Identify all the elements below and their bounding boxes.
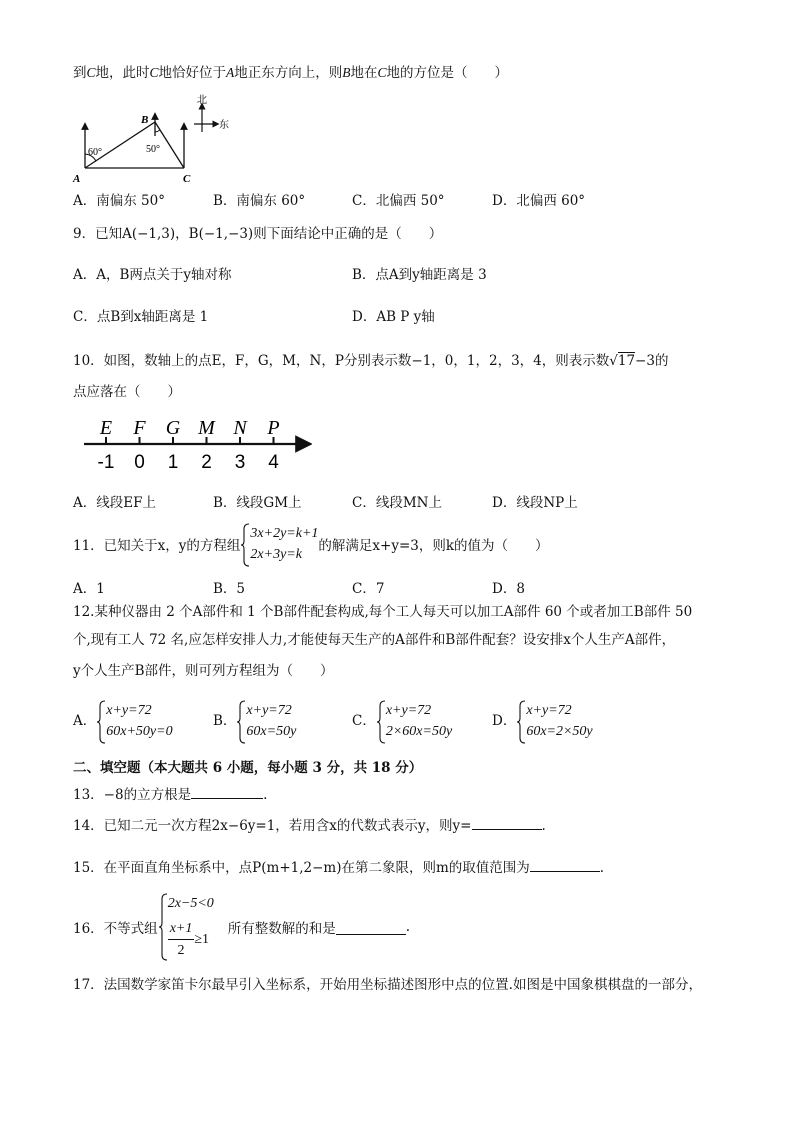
q12-option-c-system bbox=[376, 700, 452, 742]
q16-frac-den: 2 bbox=[177, 943, 185, 958]
q12-option-d-eq2: 60x=2×50y bbox=[526, 724, 593, 739]
q16-frac-num: x+1 bbox=[168, 918, 195, 940]
q8-option-d[interactable]: D．北偏西 60° bbox=[492, 193, 586, 209]
q11-equation-system bbox=[240, 523, 318, 565]
q16-answer-blank[interactable] bbox=[336, 920, 406, 935]
q8-text-1: 到 bbox=[73, 65, 87, 81]
q12-stem-line2: 个,现有工人 72 名,应怎样安排人力,才能使每天生产的A部件和B部件配套？设安排x个人生产A部件， bbox=[73, 632, 676, 648]
q12-option-b-system bbox=[236, 700, 296, 742]
q8-var-c3: C bbox=[377, 65, 387, 80]
number-line-value-label: 2 bbox=[201, 452, 212, 473]
point-c-label: C bbox=[183, 173, 191, 185]
q12-option-c-brace bbox=[376, 700, 386, 744]
q12-option-b-label: B． bbox=[213, 713, 237, 729]
q10-option-b[interactable]: B．线段GM上 bbox=[213, 495, 302, 511]
q13-stem: 13．−8的立方根是 bbox=[73, 787, 192, 803]
q8-var-a: A bbox=[226, 65, 235, 80]
q12-option-c-label: C． bbox=[352, 713, 376, 729]
q12-option-c-eq1: x+y=72 bbox=[385, 703, 432, 718]
q9-option-a[interactable]: A．A，B两点关于y轴对称 bbox=[73, 267, 232, 283]
number-line-value-label: 3 bbox=[234, 452, 246, 473]
q10-stem-text: 10．如图，数轴上的点E，F，G，M，N，P分别表示数−1，0，1，2，3，4，则表示数 bbox=[73, 353, 610, 369]
q8-text-5: 地在 bbox=[350, 65, 378, 81]
q13 bbox=[73, 784, 267, 805]
q16-fraction bbox=[168, 918, 195, 961]
compass-north-label: 北 bbox=[197, 95, 207, 106]
q12-option-c[interactable] bbox=[352, 700, 452, 742]
q12-stem-line1: 12.某种仪器由 2 个A部件和 1 个B部件配套构成,每个工人每天可以加工A部件 60 个或者加工B部件 50 bbox=[73, 604, 693, 620]
angle-a-label: 60° bbox=[88, 147, 102, 158]
q8-text-2: 地，此时 bbox=[95, 65, 150, 81]
q11-stem-pre: 11．已知关于x，y的方程组 bbox=[73, 538, 241, 554]
q10-option-c[interactable]: C．线段MN上 bbox=[352, 495, 442, 511]
q8-var-c: C bbox=[86, 65, 96, 80]
q16 bbox=[73, 893, 410, 961]
q8-text-6: 地的方位是（ ） bbox=[386, 65, 509, 81]
section-2-title: 二、填空题（本大题共 6 小题，每小题 3 分，共 18 分） bbox=[73, 760, 423, 776]
q11-brace bbox=[240, 523, 250, 567]
number-line-point-label: F bbox=[133, 417, 146, 439]
sqrt-radicand: 17 bbox=[617, 353, 636, 369]
q8-stem bbox=[73, 63, 508, 83]
q11-eq1: 3x+2y=k+1 bbox=[250, 526, 319, 541]
q16-brace bbox=[158, 893, 168, 961]
q12-option-a-eq2: 60x+50y=0 bbox=[106, 724, 173, 739]
q10-option-d[interactable]: D．线段NP上 bbox=[492, 495, 578, 511]
q8-option-a[interactable]: A．南偏东 50° bbox=[73, 193, 165, 209]
q8-option-b[interactable]: B．南偏东 60° bbox=[213, 193, 306, 209]
q9-option-b[interactable]: B．点A到y轴距离是 3 bbox=[352, 267, 487, 283]
q10-stem-line2: 点应落在（ ） bbox=[73, 384, 181, 400]
number-line-point-label: G bbox=[165, 417, 181, 439]
q12-option-b-eq1: x+y=72 bbox=[246, 703, 292, 718]
q11-stem bbox=[73, 523, 549, 565]
q14 bbox=[73, 815, 546, 836]
q12-option-d-eq1: x+y=72 bbox=[526, 703, 572, 718]
number-line-value-label: -1 bbox=[97, 452, 115, 473]
q14-answer-blank[interactable] bbox=[472, 815, 542, 830]
q12-option-a[interactable] bbox=[73, 700, 173, 742]
number-line-value-label: 4 bbox=[268, 452, 279, 473]
q14-tail: . bbox=[541, 818, 546, 834]
q12-option-b-brace bbox=[236, 700, 246, 744]
q8-var-b: B bbox=[342, 65, 351, 80]
q16-stem-pre: 16．不等式组 bbox=[73, 921, 158, 937]
q16-stem-post: 所有整数解的和是 bbox=[227, 921, 336, 937]
q11-stem-post: 的解满足x+y=3，则k的值为（ ） bbox=[318, 538, 549, 554]
q12-option-d-brace bbox=[516, 700, 526, 744]
q15-tail: . bbox=[599, 860, 605, 876]
angle-arc-b bbox=[155, 130, 160, 132]
q9-stem: 9．已知A(−1,3)，B(−1,−3)则下面结论中正确的是（ ） bbox=[73, 226, 443, 242]
q11-eq2: 2x+3y=k bbox=[250, 547, 302, 562]
q10-option-a[interactable]: A．线段EF上 bbox=[73, 495, 156, 511]
number-line-value-label: 1 bbox=[167, 452, 179, 473]
point-b-label: B bbox=[141, 114, 149, 126]
angle-b-label: 50° bbox=[146, 144, 160, 155]
q12-option-a-eq1: x+y=72 bbox=[106, 703, 152, 718]
q9-option-d[interactable]: D．AB P y轴 bbox=[352, 309, 435, 325]
q12-option-b[interactable] bbox=[213, 700, 296, 742]
q8-text-3: 地恰好位于 bbox=[158, 65, 227, 81]
compass-east-label: 东 bbox=[219, 120, 229, 131]
q11-option-d[interactable]: D．8 bbox=[492, 581, 525, 597]
q12-option-d[interactable] bbox=[492, 700, 593, 742]
q13-tail: . bbox=[263, 787, 268, 803]
number-line-point-label: P bbox=[267, 417, 280, 439]
q12-option-b-eq2: 60x=50y bbox=[246, 724, 297, 739]
q12-option-a-brace bbox=[96, 700, 106, 744]
q16-tail: . bbox=[405, 919, 411, 935]
q17-stem: 17．法国数学家笛卡尔最早引入坐标系，开始用坐标描述图形中点的位置.如图是中国象棋棋盘的一部分， bbox=[73, 977, 702, 993]
q8-option-c[interactable]: C．北偏西 50° bbox=[352, 193, 445, 209]
q15-answer-blank[interactable] bbox=[530, 857, 600, 872]
q11-option-c[interactable]: C．7 bbox=[352, 581, 385, 597]
q16-ineq2 bbox=[168, 918, 214, 961]
q16-ineq1: 2x−5<0 bbox=[167, 896, 214, 911]
q8-text-4: 地正东方向上，则 bbox=[234, 65, 343, 81]
q16-inequality-system bbox=[158, 893, 214, 961]
q11-option-a[interactable]: A．1 bbox=[73, 581, 105, 597]
q10-stem-tail: −3的 bbox=[635, 353, 669, 369]
q12-option-c-eq2: 2×60x=50y bbox=[385, 724, 453, 739]
q12-stem-line3: y个人生产B部件，则可列方程组为（ ） bbox=[73, 663, 334, 679]
q12-option-a-label: A． bbox=[73, 713, 97, 729]
q15-stem: 15．在平面直角坐标系中，点P(m+1,2−m)在第二象限，则m的取值范围为 bbox=[73, 860, 530, 876]
sqrt-sign: √ bbox=[609, 353, 618, 369]
q8-var-c2: C bbox=[149, 65, 159, 80]
q10-stem-line1 bbox=[73, 351, 668, 371]
q16-ineq2-tail: ≥1 bbox=[194, 932, 210, 947]
q12-option-d-system bbox=[516, 700, 592, 742]
q8-direction-figure bbox=[70, 92, 240, 188]
point-a-label: A bbox=[73, 173, 81, 185]
number-line-value-label: 0 bbox=[134, 452, 145, 473]
q14-stem: 14．已知二元一次方程2x−6y=1，若用含x的代数式表示y，则y= bbox=[73, 818, 472, 834]
number-line-point-label: N bbox=[233, 417, 247, 439]
q12-option-d-label: D． bbox=[492, 713, 517, 729]
q13-answer-blank[interactable] bbox=[191, 784, 263, 799]
number-line-figure bbox=[80, 410, 312, 474]
q12-option-a-system bbox=[96, 700, 172, 742]
number-line-point-label: M bbox=[198, 417, 215, 439]
q15 bbox=[73, 857, 604, 878]
number-line-point-label: E bbox=[99, 417, 113, 439]
q11-option-b[interactable]: B．5 bbox=[213, 581, 246, 597]
q9-option-c[interactable]: C．点B到x轴距离是 1 bbox=[73, 309, 209, 325]
